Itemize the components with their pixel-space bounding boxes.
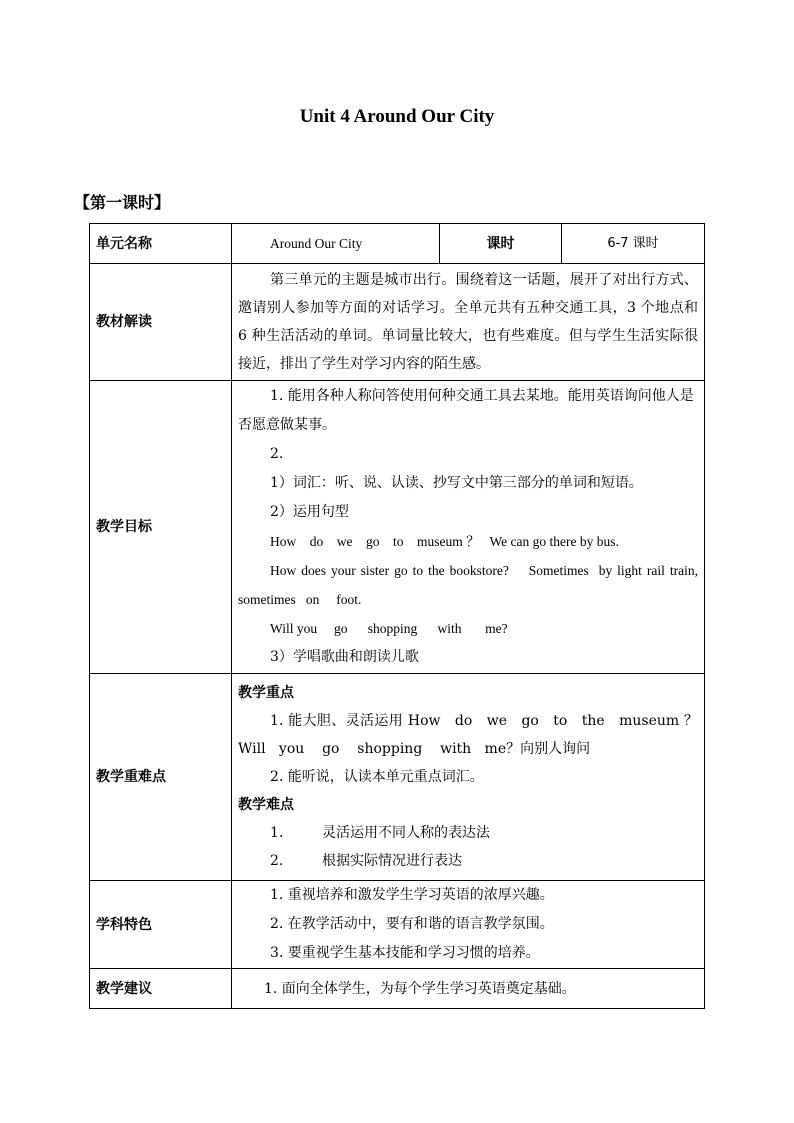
row-label-features: 学科特色 <box>90 881 232 969</box>
row-label-suggestions: 教学建议 <box>90 969 232 1009</box>
lesson-heading: 【第一课时】 <box>74 193 171 212</box>
features-text: 1. 重视培养和激发学生学习英语的浓厚兴趣。 2. 在教学活动中，要有和谐的语言教学氛围。 3. 要重视学生基本技能和学习习惯的培养。 <box>232 881 705 969</box>
unit-name-value: Around Our City <box>232 224 440 264</box>
table-row <box>90 674 705 881</box>
key-difficult-text: 教学重点 1. 能大胆、灵活运用 How do we go to the museum ？ Will you go shopping with me？向别人询问 2. 能听说，认读本单元重点词汇。 教学难点 1. 灵活运用不同人称的表达法 2. 根据实际情况进行表达 <box>232 674 705 881</box>
row-label-textbook: 教材解读 <box>90 264 232 381</box>
document-title: Unit 4 Around Our City <box>299 106 495 127</box>
row-label-unit-name: 单元名称 <box>90 224 232 264</box>
row-label-key-difficult: 教学重难点 <box>90 674 232 881</box>
objectives-text: 1. 能用各种人称问答使用何种交通工具去某地。能用英语询问他人是否愿意做某事。 2. 1）词汇：听、说、认读、抄写文中第三部分的单词和短语。 2）运用句型 How do we go to museum ？ We can go there by bus. How does your sister go to the bookstore? Sometimes by light rail train, sometimes on foot. Will you go shopping with me? 3）学唱歌曲和朗读儿歌 <box>232 381 705 674</box>
lesson-plan-table <box>89 223 705 1009</box>
suggestions-text: 1. 面向全体学生，为每个学生学习英语奠定基础。 <box>232 969 705 1009</box>
table-row <box>90 381 705 674</box>
table-row <box>90 881 705 969</box>
row-label-hours: 课时 <box>440 224 562 264</box>
table-row <box>90 969 705 1009</box>
table-row <box>90 224 705 264</box>
hours-value: 6-7 课时 <box>562 224 705 264</box>
table-row <box>90 264 705 381</box>
row-label-objectives: 教学目标 <box>90 381 232 674</box>
textbook-text: 第三单元的主题是城市出行。围绕着这一话题，展开了对出行方式、邀请别人参加等方面的对话学习。全单元共有五种交通工具，3 个地点和 6 种生活活动的单词。单词量比较大，也有些难度。但与学生生活实际很接近，排出了学生对学习内容的陌生感。 <box>232 264 705 381</box>
